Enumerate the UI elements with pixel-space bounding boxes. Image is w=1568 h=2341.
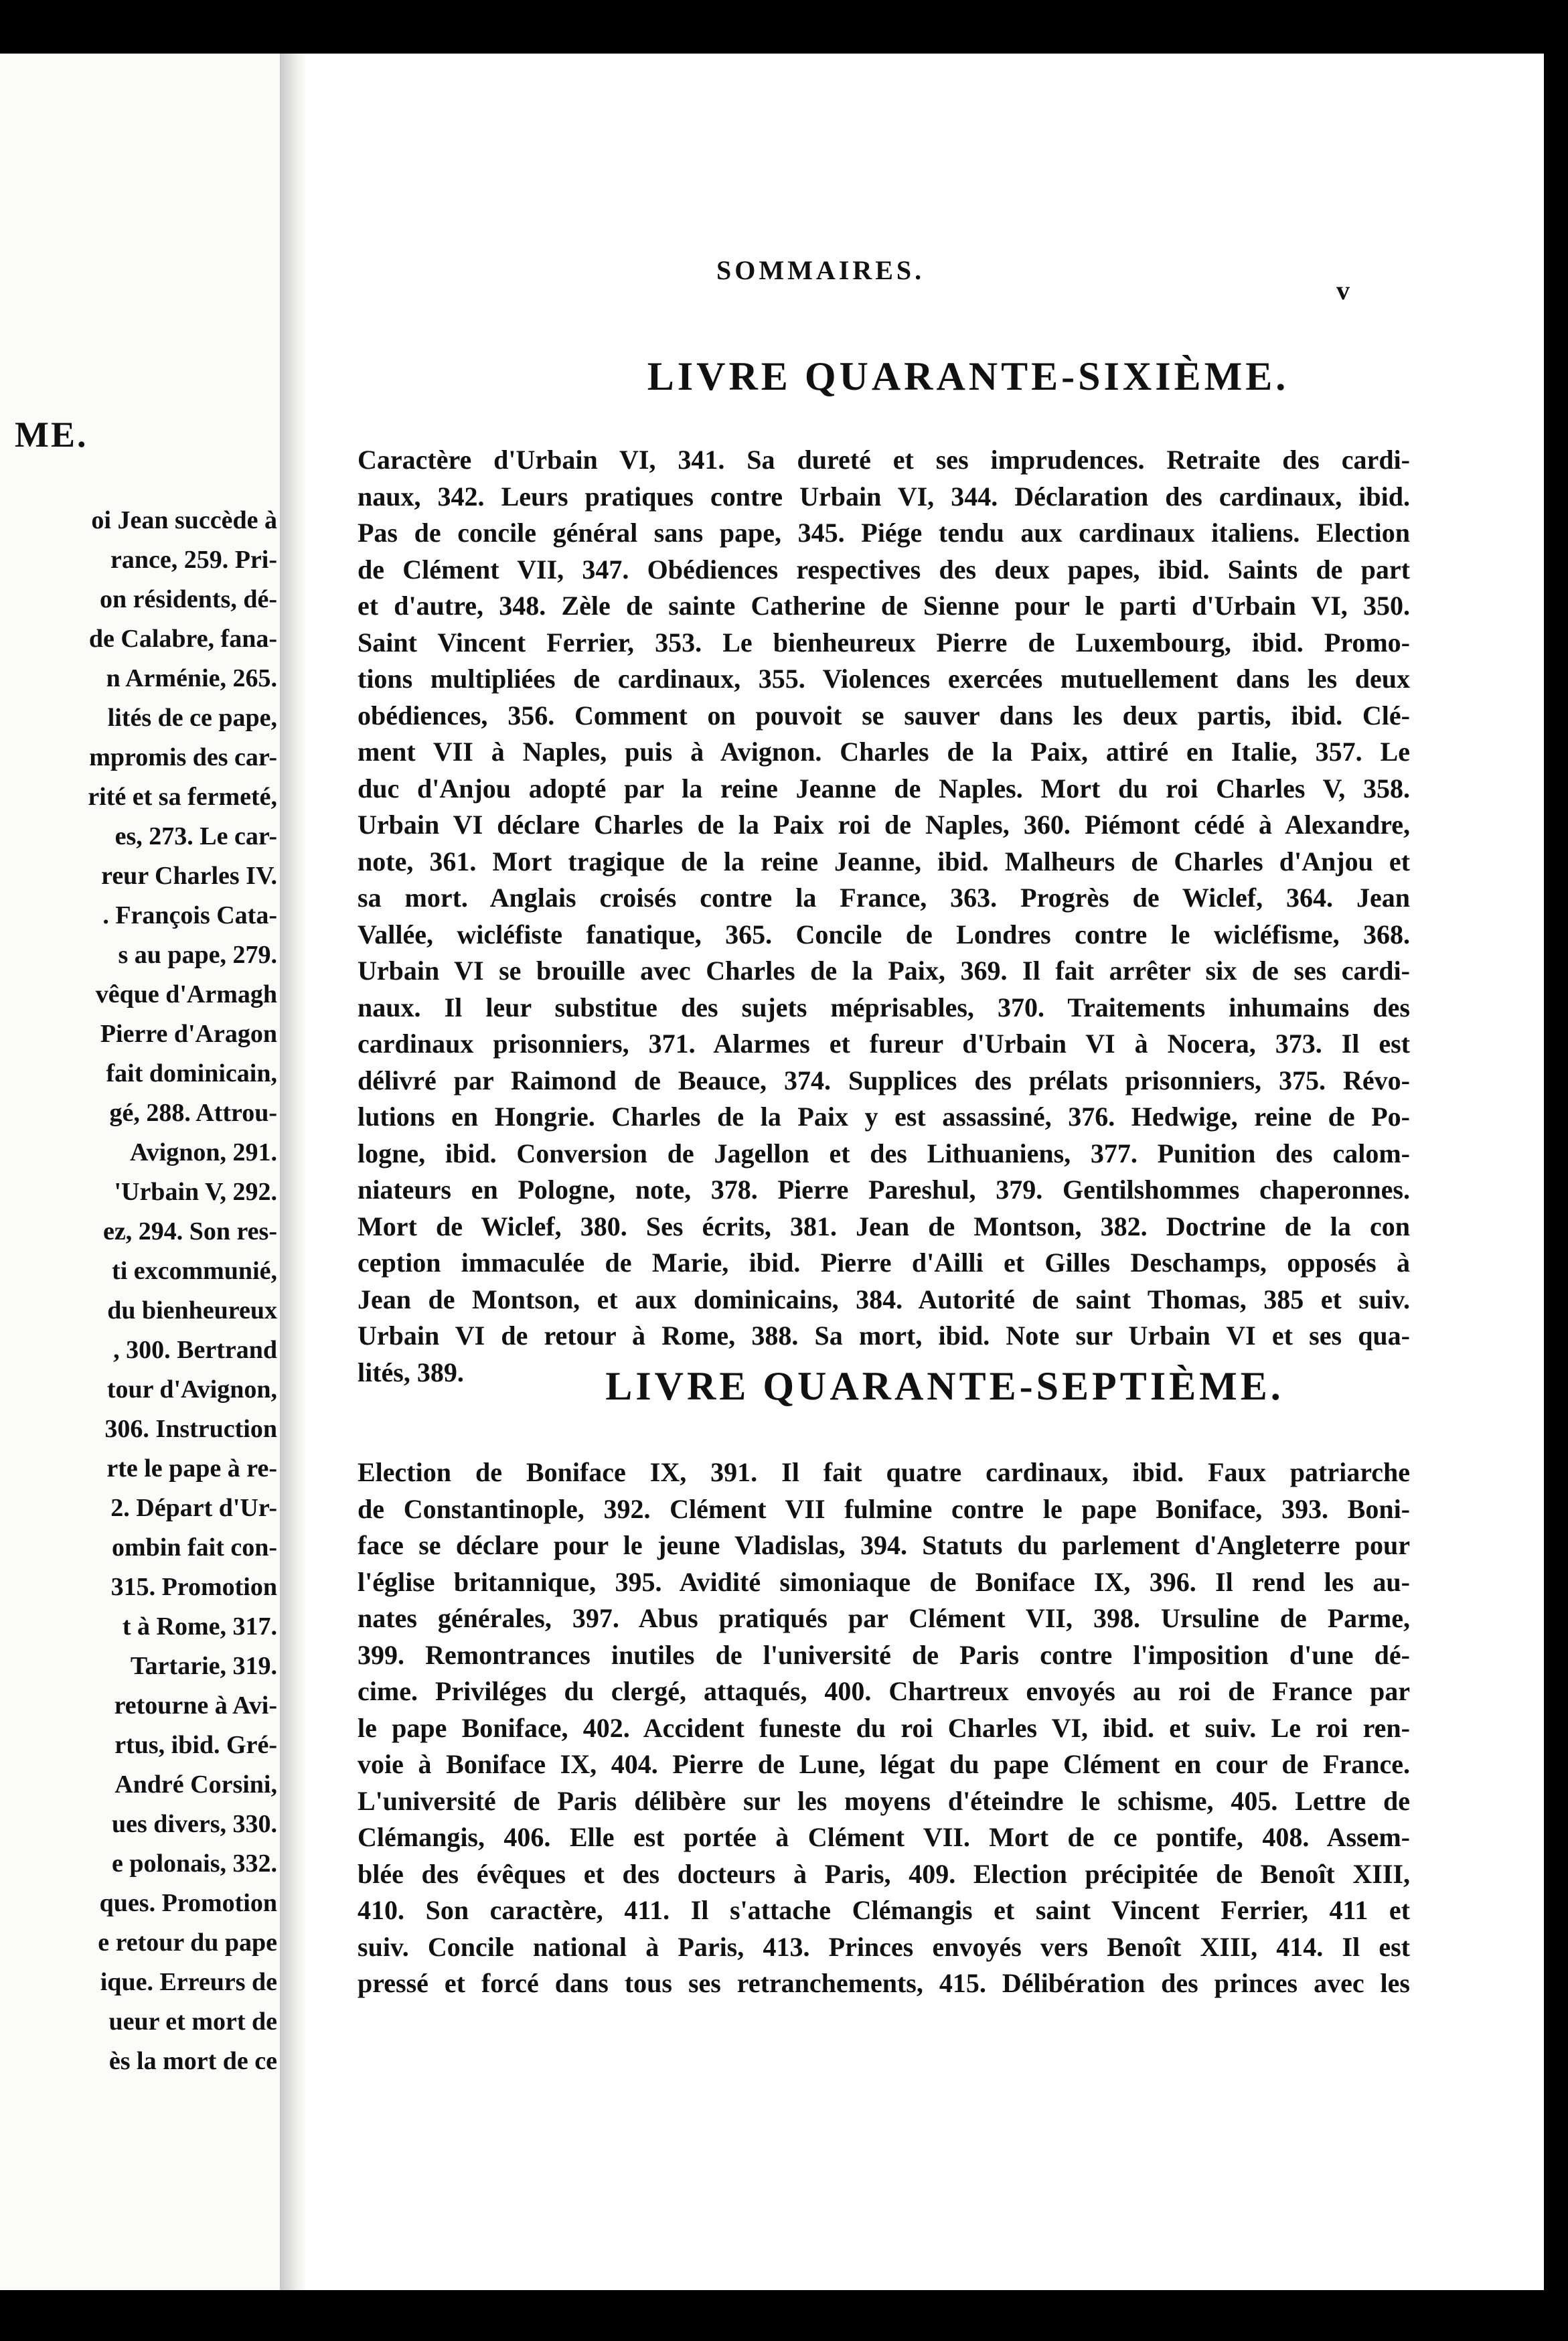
text-line: suiv. Concile national à Paris, 413. Princes envoyés vers Benoît XIII, 414. Il est [358,1931,1410,1962]
text-line: Saint Vincent Ferrier, 353. Le bienheureux Pierre de Luxembourg, ibid. Promo- [358,627,1410,658]
text-line: voie à Boniface IX, 404. Pierre de Lune, légat du pape Clément en cour de France. [358,1749,1410,1779]
left-page-text [0,501,277,2081]
text-line: 410. Son caractère, 411. Il s'attache Clémangis et saint Vincent Ferrier, 411 et [358,1895,1410,1925]
text-line: . François Cata- [102,901,277,929]
book-46-title: LIVRE QUARANTE-SIXIÈME. [647,354,1289,398]
left-page-title: ME. [15,414,88,455]
text-line: délivré par Raimond de Beauce, 374. Supplices des prélats prisonniers, 375. Révo- [358,1065,1410,1096]
text-line: de Calabre, fana- [88,625,277,653]
text-line: lutions en Hongrie. Charles de la Paix y est assassiné, 376. Hedwige, reine de Po- [358,1102,1410,1132]
text-line: lités, 389. [358,1357,464,1387]
text-line: rité et sa fermeté, [88,783,277,811]
text-line: 'Urbain V, 292. [114,1178,277,1206]
text-line: L'université de Paris délibère sur les moyens d'éteindre le schisme, 405. Lettre de [358,1785,1410,1816]
text-line: ment VII à Naples, puis à Avignon. Charles de la Paix, attiré en Italie, 357. Le [358,737,1410,767]
text-line: e polonais, 332. [111,1849,277,1878]
right-page [305,54,1544,2290]
text-line: ueur et mort de [108,2008,277,2036]
text-line: lités de ce pape, [107,704,277,732]
text-line: rtus, ibid. Gré- [114,1731,277,1759]
text-line: Avignon, 291. [130,1138,277,1166]
text-line: e retour du pape [98,1929,277,1957]
text-line: s au pape, 279. [118,941,277,969]
text-line: Vallée, wicléfiste fanatique, 365. Concile de Londres contre le wicléfisme, 368. [358,919,1410,950]
left-facing-page [0,54,288,2290]
text-line: 399. Remontrances inutiles de l'université de Paris contre l'imposition d'une dé- [358,1639,1410,1670]
text-line: ti excommunié, [112,1257,277,1285]
book-gutter [280,54,305,2290]
text-line: Urbain VI se brouille avec Charles de la Paix, 369. Il fait arrêter six de ses cardi- [358,956,1410,986]
text-line: t à Rome, 317. [122,1612,277,1641]
text-line: nates générales, 397. Abus pratiqués par Clément VII, 398. Ursuline de Parme, [358,1603,1410,1633]
text-line: Mort de Wiclef, 380. Ses écrits, 381. Jean de Montson, 382. Doctrine de la con [358,1211,1410,1241]
text-line: tour d'Avignon, [106,1375,277,1404]
text-line: retourne à Avi- [114,1691,277,1720]
text-line: mpromis des car- [89,743,277,771]
text-line: Pierre d'Aragon [100,1020,277,1048]
text-line: Urbain VI de retour à Rome, 388. Sa mort, ibid. Note sur Urbain VI et ses qua- [358,1320,1410,1351]
text-line: niateurs en Pologne, note, 378. Pierre Pareshul, 379. Gentilshommes chaperonnes. [358,1175,1410,1205]
text-line: ception immaculée de Marie, ibid. Pierre d'Ailli et Gilles Deschamps, opposés à [358,1248,1410,1278]
book-46-summary [358,442,1410,1391]
text-line: ès la mort de ce [108,2047,277,2075]
book-47-title: LIVRE QUARANTE-SEPTIÈME. [605,1364,1284,1408]
text-line: sa mort. Anglais croisés contre la France, 363. Progrès de Wiclef, 364. Jean [358,883,1410,913]
text-line: Urbain VI déclare Charles de la Paix roi de Naples, 360. Piémont cédé à Alexandre, [358,810,1410,840]
text-line: ques. Promotion [99,1889,277,1917]
text-line: reur Charles IV. [101,862,277,890]
text-line: tions multipliées de cardinaux, 355. Violences exercées mutuellement dans les deux [358,664,1410,694]
text-line: naux. Il leur substitue des sujets méprisables, 370. Traitements inhumains des [358,992,1410,1023]
text-line: fait dominicain, [106,1059,277,1087]
book-47-summary [358,1454,1410,2002]
text-line: rte le pape à re- [106,1454,277,1483]
text-line: rance, 259. Pri- [110,546,277,574]
text-line: Tartarie, 319. [130,1652,277,1680]
page-number: v [1336,275,1350,305]
text-line: , 300. Bertrand [113,1336,277,1364]
text-line: es, 273. Le car- [114,822,277,850]
text-line: face se déclare pour le jeune Vladislas, 394. Statuts du parlement d'Angleterre pour [358,1530,1410,1560]
text-line: blée des évêques et des docteurs à Paris, 409. Election précipitée de Benoît XIII, [358,1858,1410,1889]
text-line: oi Jean succède à [91,506,277,534]
text-line: n Arménie, 265. [106,664,277,692]
text-line: 306. Instruction [104,1415,277,1443]
text-line: naux, 342. Leurs pratiques contre Urbain VI, 344. Déclaration des cardinaux, ibid. [358,481,1410,512]
text-line: Clémangis, 406. Elle est portée à Clément VII. Mort de ce pontife, 408. Assem- [358,1822,1410,1852]
text-line: Jean de Montson, et aux dominicains, 384. Autorité de saint Thomas, 385 et suiv. [358,1284,1410,1314]
text-line: du bienheureux [107,1296,277,1325]
text-line: ique. Erreurs de [100,1968,277,1996]
text-line: obédiences, 356. Comment on pouvoit se sauver dans les deux partis, ibid. Clé- [358,700,1410,731]
text-line: cardinaux prisonniers, 371. Alarmes et fureur d'Urbain VI à Nocera, 373. Il est [358,1029,1410,1059]
text-line: pressé et forcé dans tous ses retranchements, 415. Délibération des princes avec les [358,1968,1410,1998]
running-head: SOMMAIRES. [716,255,925,285]
text-line: note, 361. Mort tragique de la reine Jeanne, ibid. Malheurs de Charles d'Anjou et [358,846,1410,877]
text-line: et d'autre, 348. Zèle de sainte Catherine de Sienne pour le parti d'Urbain VI, 350. [358,591,1410,621]
text-line: cime. Priviléges du clergé, attaqués, 400. Chartreux envoyés au roi de France par [358,1676,1410,1706]
text-line: 315. Promotion [110,1573,277,1601]
text-line: duc d'Anjou adopté par la reine Jeanne de Naples. Mort du roi Charles V, 358. [358,773,1410,804]
text-line: Pas de concile général sans pape, 345. Piége tendu aux cardinaux italiens. Election [358,518,1410,548]
text-line: ombin fait con- [112,1533,277,1562]
text-line: André Corsini, [114,1770,277,1799]
text-line: logne, ibid. Conversion de Jagellon et des Lithuaniens, 377. Punition des calom- [358,1138,1410,1168]
text-line: ues divers, 330. [112,1810,277,1838]
text-line: de Clément VII, 347. Obédiences respectives des deux papes, ibid. Saints de part [358,554,1410,585]
text-line: on résidents, dé- [100,585,277,613]
text-line: gé, 288. Attrou- [109,1099,277,1127]
text-line: 2. Départ d'Ur- [110,1494,277,1522]
text-line: vêque d'Armagh [95,980,277,1008]
text-line: Election de Boniface IX, 391. Il fait quatre cardinaux, ibid. Faux patriarche [358,1457,1410,1487]
text-line: le pape Boniface, 402. Accident funeste du roi Charles VI, ibid. et suiv. Le roi ren- [358,1712,1410,1743]
text-line: ez, 294. Son res- [103,1217,277,1245]
text-line: Caractère d'Urbain VI, 341. Sa dureté et ses imprudences. Retraite des cardi- [358,445,1410,475]
text-line: de Constantinople, 392. Clément VII fulmine contre le pape Boniface, 393. Boni- [358,1493,1410,1524]
text-line: l'église britannique, 395. Avidité simoniaque de Boniface IX, 396. Il rend les au- [358,1566,1410,1597]
